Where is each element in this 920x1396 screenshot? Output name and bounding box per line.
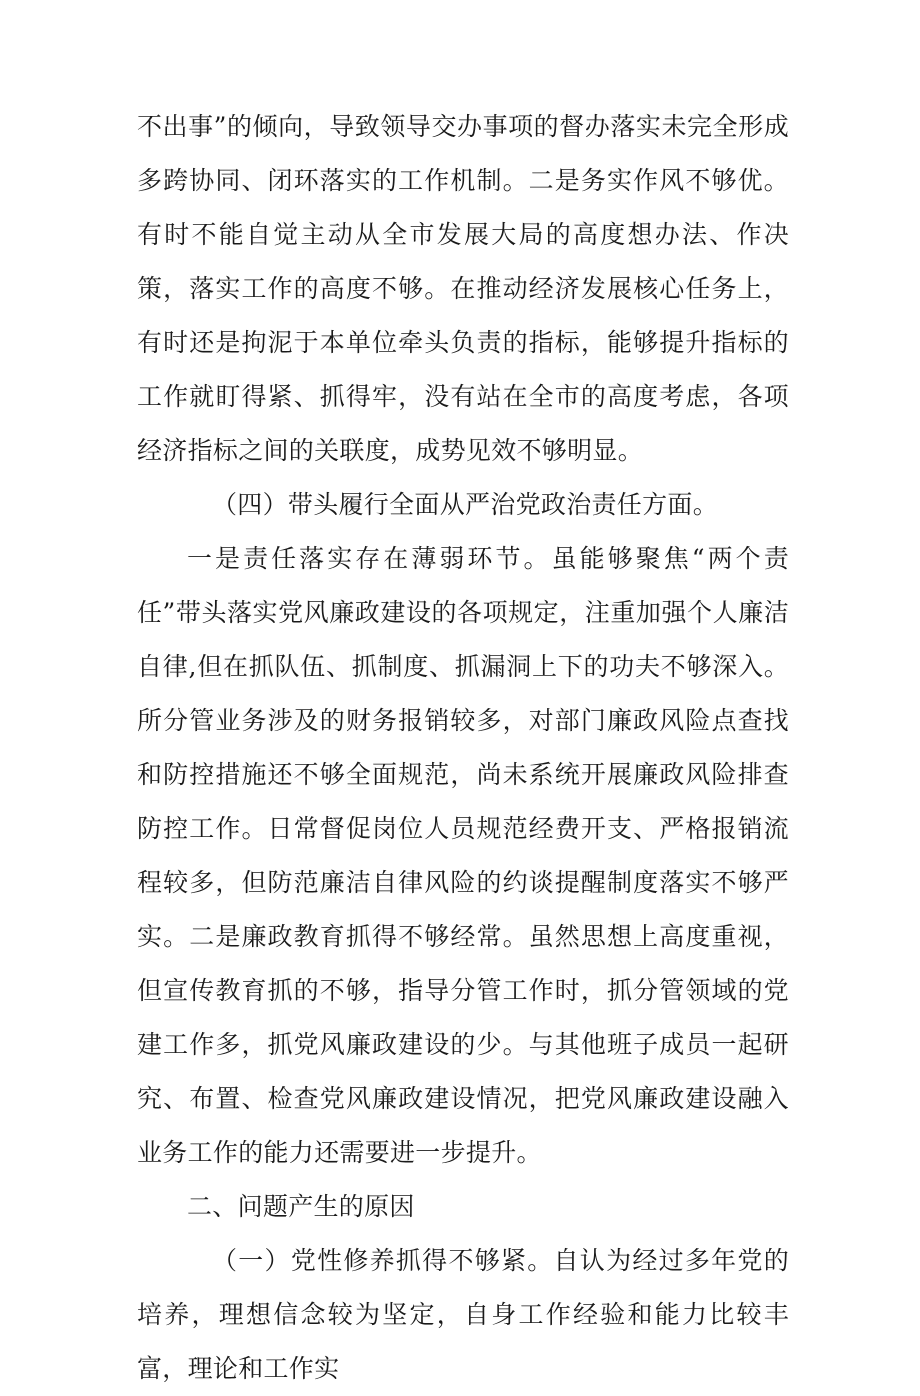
- paragraph-responsibility: 一是责任落实存在薄弱环节。虽能够聚焦“两个责任”带头落实党风廉政建设的各项规定，注重加强个人廉洁自律,但在抓队伍、抓制度、抓漏洞上下的功夫不够深入。所分管业务涉及的财务报销较多，对部门廉政风险点查找和防控措施还不够全面规范，尚未系统开展廉政风险排查防控工作。日常督促岗位人员规范经费开支、严格报销流程较多，但防范廉洁自律风险的约谈提醒制度落实不够严实。二是廉政教育抓得不够经常。虽然思想上高度重视，但宣传教育抓的不够，指导分管工作时，抓分管领域的党建工作多，抓党风廉政建设的少。与其他班子成员一起研究、布置、检查党风廉政建设情况，把党风廉政建设融入业务工作的能力还需要进一步提升。: [137, 544, 789, 1167]
- document-body: [137, 100, 789, 1396]
- paragraph-party-cultivation: （一）党性修养抓得不够紧。自认为经过多年党的培养，理想信念较为坚定，自身工作经验和能力比较丰富，理论和工作实: [137, 1246, 789, 1383]
- section-heading-four: （四）带头履行全面从严治党政治责任方面。: [212, 490, 719, 519]
- section-heading-causes: 二、问题产生的原因: [187, 1192, 415, 1221]
- paragraph-continuation: 不出事”的倾向，导致领导交办事项的督办落实未完全形成多跨协同、闭环落实的工作机制。二是务实作风不够优。有时不能自觉主动从全市发展大局的高度想办法、作决策，落实工作的高度不够。在推动经济发展核心任务上，有时还是拘泥于本单位牵头负责的指标，能够提升指标的工作就盯得紧、抓得牢，没有站在全市的高度考虑，各项经济指标之间的关联度，成势见效不够明显。: [137, 112, 789, 465]
